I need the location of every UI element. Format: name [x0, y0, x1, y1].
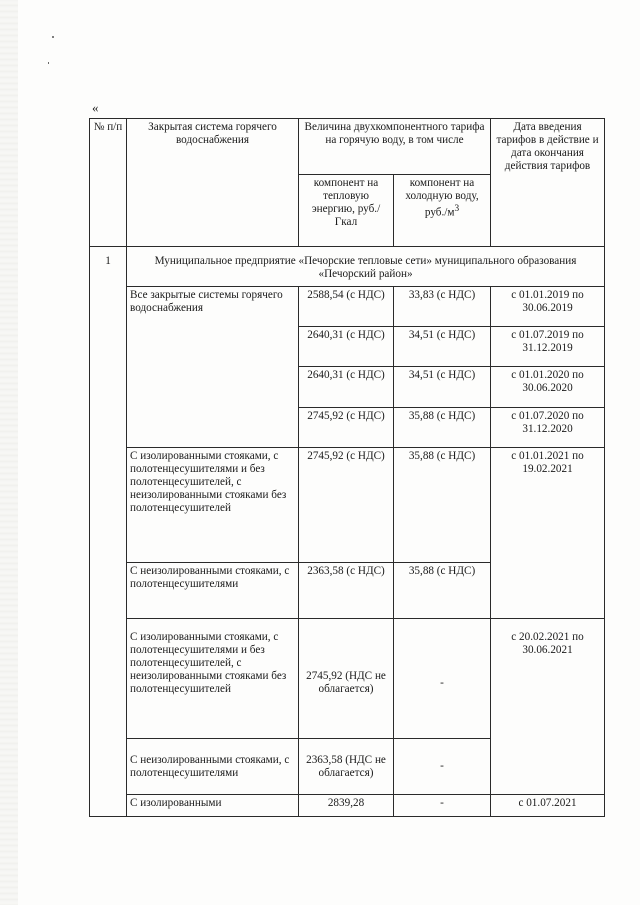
spacer-cell	[491, 619, 605, 629]
spacer-cell	[299, 619, 394, 629]
cold-water-cell: 33,83 (с НДС)	[394, 287, 491, 327]
date-cell: с 01.07.2021	[491, 795, 605, 817]
cold-water-cell: 35,88 (с НДС)	[394, 448, 491, 563]
group-all-closed-systems: Все закрытые системы горячего водоснабжения	[127, 287, 299, 448]
thermal-cell: 2640,31 (с НДС)	[299, 367, 394, 408]
row-number: 1	[90, 247, 127, 817]
thermal-cell: 2745,92 (с НДС)	[299, 448, 394, 563]
cold-water-cell: -	[394, 629, 491, 739]
tariff-table	[89, 118, 605, 817]
date-cell: с 20.02.2021 по 30.06.2021	[491, 629, 605, 795]
group-non-insulated-risers: С неизолированными стояками, с полотенцесушителями	[127, 563, 299, 619]
header-dates: Дата введения тарифов в действие и дата окончания действия тарифов	[491, 119, 605, 247]
date-cell: с 01.01.2021 по 19.02.2021	[491, 448, 605, 619]
cold-water-cell: -	[394, 739, 491, 795]
cold-water-cell: 34,51 (с НДС)	[394, 327, 491, 367]
cold-water-cell: 35,88 (с НДС)	[394, 408, 491, 448]
thermal-cell: 2745,92 (с НДС)	[299, 408, 394, 448]
group-non-insulated-risers: С неизолированными стояками, с полотенцесушителями	[127, 739, 299, 795]
header-cold-water-component: компонент на холодную воду, $руб./м^3$	[394, 175, 491, 247]
enterprise-name: Муниципальное предприятие «Печорские тепловые сети» муниципального образования «Печорский район»	[127, 247, 605, 287]
date-cell: с 01.01.2020 по 30.06.2020	[491, 367, 605, 408]
header-tariff-group: Величина двухкомпонентного тарифа на горячую воду, в том числе	[299, 119, 491, 175]
scan-speck	[52, 36, 54, 38]
opening-quote: «	[92, 100, 99, 115]
cold-water-cell: 35,88 (с НДС)	[394, 563, 491, 619]
header-thermal-component: компонент на тепловую энергию, руб./Гкал	[299, 175, 394, 247]
header-system: Закрытая система горячего водоснабжения	[127, 119, 299, 247]
thermal-cell: 2745,92 (НДС не облагается)	[299, 629, 394, 739]
group-insulated-risers: С изолированными стояками, с полотенцесушителями и без полотенцесушителей, с неизолированными стояками без полотенцесушителей	[127, 448, 299, 563]
group-insulated-risers: С изолированными стояками, с полотенцесушителями и без полотенцесушителей, с неизолированными стояками без полотенцесушителей	[127, 629, 299, 739]
date-cell: с 01.07.2019 по 31.12.2019	[491, 327, 605, 367]
thermal-cell: 2363,58 (с НДС)	[299, 563, 394, 619]
cold-water-cell: -	[394, 795, 491, 817]
cold-water-cell: 34,51 (с НДС)	[394, 367, 491, 408]
header-number: № п/п	[90, 119, 127, 247]
thermal-cell: 2839,28	[299, 795, 394, 817]
thermal-cell: 2363,58 (НДС не облагается)	[299, 739, 394, 795]
spacer-cell	[394, 619, 491, 629]
date-cell: с 01.01.2019 по 30.06.2019	[491, 287, 605, 327]
thermal-cell: 2588,54 (с НДС)	[299, 287, 394, 327]
scan-speck	[48, 62, 49, 64]
scan-margin	[0, 0, 18, 905]
group-insulated-partial: С изолированными	[127, 795, 299, 817]
thermal-cell: 2640,31 (с НДС)	[299, 327, 394, 367]
date-cell: с 01.07.2020 по 31.12.2020	[491, 408, 605, 448]
spacer-cell	[127, 619, 299, 629]
